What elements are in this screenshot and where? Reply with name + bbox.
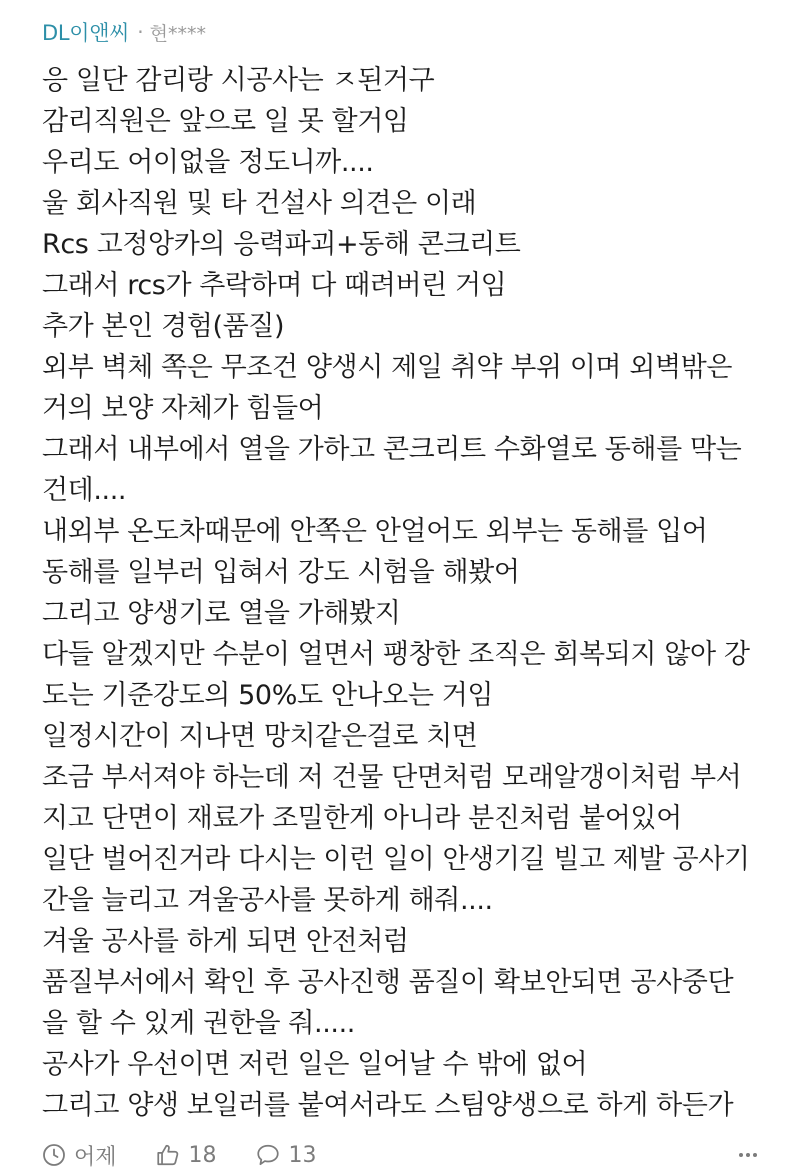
body-line: 일정시간이 지나면 망치같은걸로 치면 <box>42 721 478 752</box>
comment-card <box>42 0 782 1126</box>
body-line: 추가 본인 경험(품질) <box>42 311 285 342</box>
body-line: 울 회사직원 및 타 건설사 의견은 이래 <box>42 188 477 219</box>
like-count: 18 <box>188 1142 217 1168</box>
body-line: 건데.... <box>42 475 127 506</box>
body-line: 동해를 일부러 입혀서 강도 시험을 해봤어 <box>42 557 520 588</box>
body-line: 다들 알겠지만 수분이 얼면서 팽창한 조직은 회복되지 않아 강 <box>42 639 750 670</box>
body-line: 거의 보양 자체가 힘들어 <box>42 393 324 424</box>
like-button[interactable] <box>155 1142 217 1168</box>
body-line: 조금 부서져야 하는데 저 건물 단면처럼 모래알갱이처럼 부서 <box>42 762 742 793</box>
comment-body <box>42 60 782 1126</box>
body-line: 그리고 양생기로 열을 가해봤지 <box>42 598 401 629</box>
clock-icon <box>42 1143 66 1167</box>
body-line: 공사가 우선이면 저런 일은 일어날 수 밖에 없어 <box>42 1049 588 1080</box>
body-line: Rcs 고정앙카의 응력파괴+동해 콘크리트 <box>42 229 521 260</box>
header-separator: · <box>137 20 144 44</box>
body-line: 간을 늘리고 겨울공사를 못하게 해줘.... <box>42 885 493 916</box>
speech-bubble-icon <box>255 1142 281 1168</box>
body-line: 일단 벌어진거라 다시는 이런 일이 안생기길 빌고 제발 공사기 <box>42 844 750 875</box>
comment-header <box>42 0 782 60</box>
company-name[interactable]: DL이앤씨 <box>42 21 130 45</box>
body-line: 품질부서에서 확인 후 공사진행 품질이 확보안되면 공사중단 <box>42 967 734 998</box>
body-line: 외부 벽체 쪽은 무조건 양생시 제일 취약 부위 이며 외벽밖은 <box>42 352 733 383</box>
more-dots-icon <box>738 1151 758 1159</box>
body-line: 을 할 수 있게 권한을 줘..... <box>42 1008 355 1039</box>
body-line: 응 일단 감리랑 시공사는 ㅈ된거구 <box>42 65 435 96</box>
body-line: 지고 단면이 재료가 조밀한게 아니라 분진처럼 붙어있어 <box>42 803 682 834</box>
body-line: 그래서 rcs가 추락하며 다 때려버린 거임 <box>42 270 507 301</box>
comment-button[interactable] <box>255 1142 317 1168</box>
author-name: 현**** <box>149 22 206 45</box>
body-line: 내외부 온도차때문에 안쪽은 안얼어도 외부는 동해를 입어 <box>42 516 708 547</box>
body-line: 도는 기준강도의 50%도 안나오는 거임 <box>42 680 494 711</box>
timestamp <box>42 1140 117 1171</box>
comment-count: 13 <box>288 1142 317 1168</box>
timestamp-text: 어제 <box>74 1144 117 1170</box>
more-options-button[interactable] <box>738 1151 758 1159</box>
body-line: 감리직원은 앞으로 일 못 할거임 <box>42 106 409 137</box>
thumbs-up-icon <box>155 1142 181 1168</box>
body-line: 그리고 양생 보일러를 붙여서라도 스팀양생으로 하게 하든가 <box>42 1090 734 1121</box>
body-line: 겨울 공사를 하게 되면 안전처럼 <box>42 926 409 957</box>
body-line: 우리도 어이없을 정도니까.... <box>42 147 374 178</box>
comment-footer <box>42 1138 758 1172</box>
body-line: 그래서 내부에서 열을 가하고 콘크리트 수화열로 동해를 막는 <box>42 434 742 465</box>
